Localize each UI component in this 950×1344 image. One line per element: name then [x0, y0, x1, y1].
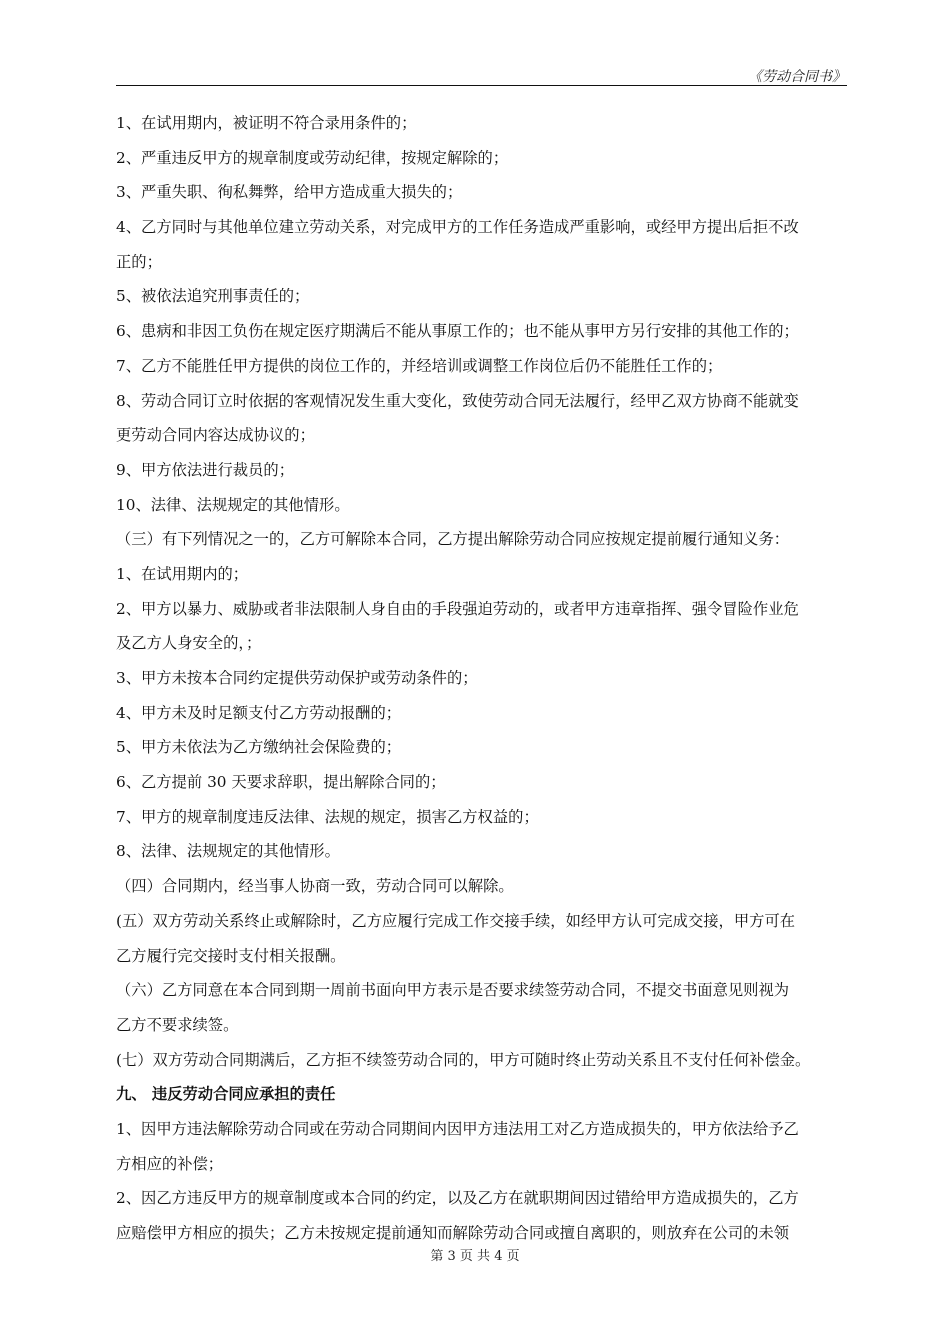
text-line: 1、因甲方违法解除劳动合同或在劳动合同期间内因甲方违法用工对乙方造成损失的，甲方依法给予乙: [116, 1119, 799, 1138]
section-heading: 九、 违反劳动合同应承担的责任: [116, 1085, 336, 1104]
text-line: (五）双方劳动关系终止或解除时，乙方应履行完成工作交接手续，如经甲方认可完成交接，甲方可在: [116, 911, 796, 930]
text-line: 6、乙方提前 30 天要求辞职，提出解除合同的；: [116, 773, 446, 792]
text-line: 乙方履行完交接时支付相关报酬。: [116, 946, 346, 965]
text-line: 2、甲方以暴力、威胁或者非法限制人身自由的手段强迫劳动的，或者甲方违章指挥、强令冒险作业危: [116, 599, 799, 618]
text-line: 乙方不要求续签。: [116, 1015, 239, 1034]
text-line: 8、法律、法规规定的其他情形。: [116, 842, 340, 861]
text-line: 8、劳动合同订立时依据的客观情况发生重大变化，致使劳动合同无法履行，经甲乙双方协商不能就变: [116, 391, 799, 410]
text-line: 6、患病和非因工负伤在规定医疗期满后不能从事原工作的；也不能从事甲方另行安排的其他工作的；: [116, 322, 799, 341]
text-line: 方相应的补偿；: [116, 1154, 224, 1173]
text-line: 7、乙方不能胜任甲方提供的岗位工作的，并经培训或调整工作岗位后仍不能胜任工作的；: [116, 356, 723, 375]
text-line: 2、因乙方违反甲方的规章制度或本合同的约定，以及乙方在就职期间因过错给甲方造成损失的，乙方: [116, 1189, 799, 1208]
text-line: 1、在试用期内，被证明不符合录用条件的；: [116, 114, 417, 132]
text-line: （六）乙方同意在本合同到期一周前书面向甲方表示是否要求续签劳动合同，不提交书面意见则视为: [116, 981, 790, 1000]
text-line: 正的；: [116, 252, 162, 271]
text-line: 10、法律、法规规定的其他情形。: [116, 495, 350, 514]
text-line: （四）合同期内，经当事人协商一致，劳动合同可以解除。: [116, 877, 514, 896]
text-line: 9、甲方依法进行裁员的；: [116, 460, 294, 479]
header-rule: [116, 85, 847, 86]
header-title: 《劳动合同书》: [748, 69, 846, 85]
text-line: 5、甲方未依法为乙方缴纳社会保险费的；: [116, 738, 402, 757]
text-line: 应赔偿甲方相应的损失；乙方未按规定提前通知而解除劳动合同或擅自离职的，则放弃在公司的未领: [116, 1224, 790, 1242]
text-line: 7、甲方的规章制度违反法律、法规的规定，损害乙方权益的；: [116, 807, 539, 826]
document-body: [116, 106, 856, 1251]
text-line: 5、被依法追究刑事责任的；: [116, 287, 310, 306]
page-number: 第 3 页 共 4 页: [430, 1249, 520, 1264]
text-line: 4、乙方同时与其他单位建立劳动关系，对完成甲方的工作任务造成严重影响，或经甲方提出后拒不改: [116, 218, 799, 237]
text-line: （三）有下列情况之一的，乙方可解除本合同，乙方提出解除劳动合同应按规定提前履行通知义务：: [116, 530, 790, 549]
text-line: 3、甲方未按本合同约定提供劳动保护或劳动条件的；: [116, 669, 478, 687]
text-line: (七）双方劳动合同期满后，乙方拒不续签劳动合同的，甲方可随时终止劳动关系且不支付任何补偿金。: [116, 1050, 811, 1069]
text-line: 2、严重违反甲方的规章制度或劳动纪律，按规定解除的；: [116, 148, 509, 167]
text-line: 4、甲方未及时足额支付乙方劳动报酬的；: [116, 703, 402, 722]
text-line: 更劳动合同内容达成协议的；: [116, 426, 315, 445]
text-line: 及乙方人身安全的，；: [116, 634, 262, 653]
text-line: 3、严重失职、徇私舞弊，给甲方造成重大损失的；: [116, 183, 463, 202]
text-line: 1、在试用期内的；: [116, 564, 249, 583]
